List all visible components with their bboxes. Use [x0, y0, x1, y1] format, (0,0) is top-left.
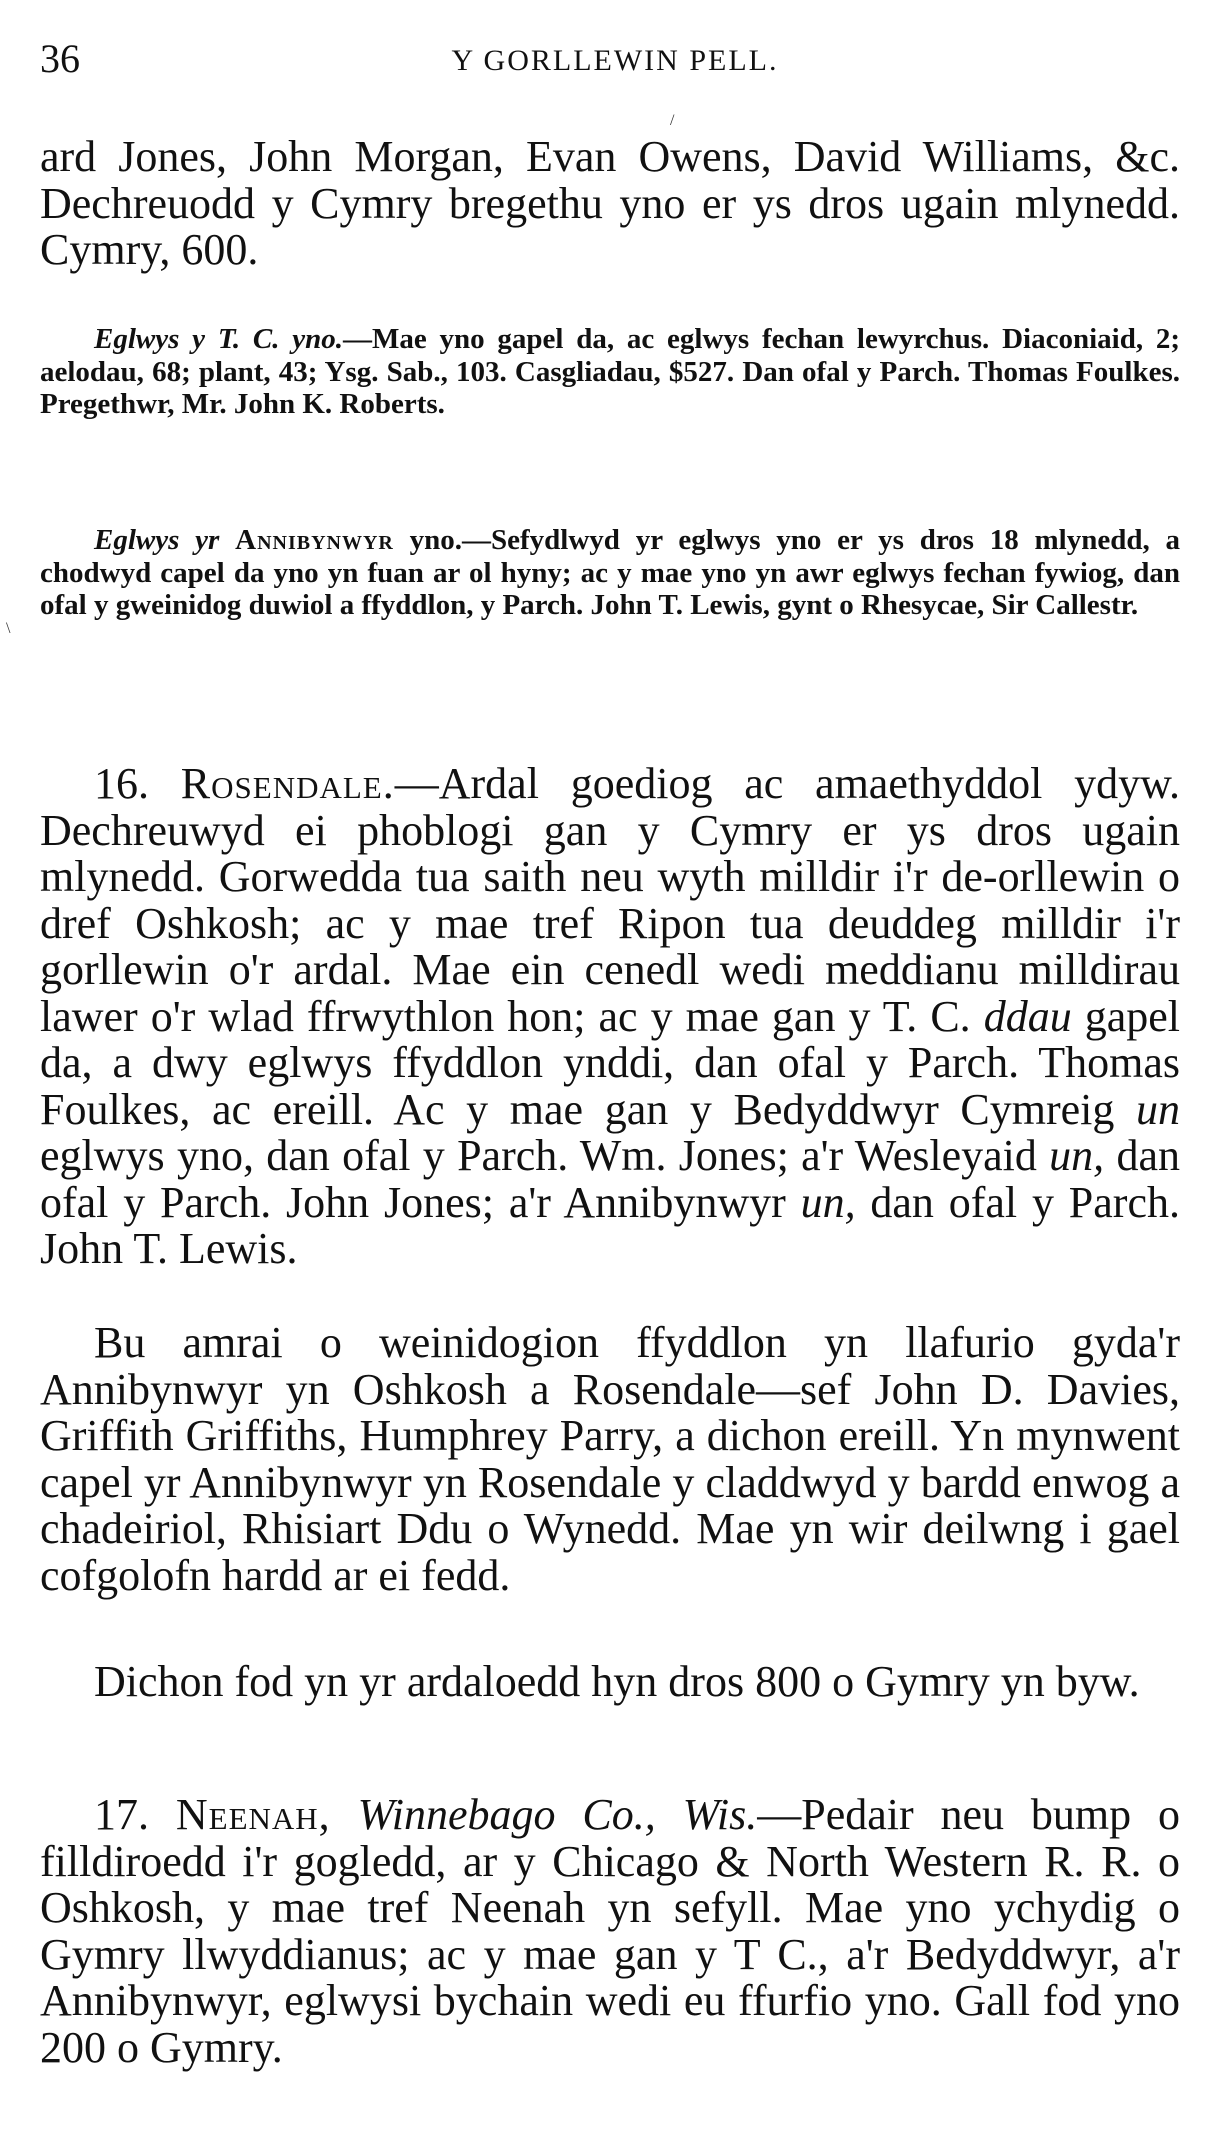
section-emphasis: un,: [800, 1177, 856, 1227]
section-text: —Ardal goediog ac amaethyddol ydyw. Dechreuwyd ei phoblogi gan y Cymry er ys dros ugain mlynedd. Gorwedda tua saith neu wyth milldir i'r de-orllewin o dref Oshkosh; ac y mae tref Ripon tua deuddeg milldir i'r gorllewin o'r ardal. Mae ein cenedl wedi meddianu milldirau lawer o'r wlad ffrwythlon hon; ac y mae gan y T. C.: [40, 759, 1180, 1041]
paragraph-continuation: [40, 134, 1180, 274]
section-county: Winnebago Co., Wis.: [357, 1790, 758, 1839]
note-lead-caps: Annibynwyr: [235, 524, 394, 556]
note-text: yno.—Sefydlwyd yr eglwys yno er ys dros 18 mlynedd, a chodwyd capel da yno yn fuan ar ol hyny; ac y mae yno yn awr eglwys fechan fywiog, dan ofal y gweinidog duwiol a ffyddlon, y Parch. John T. Lewis, gynt o Rhesycae, Sir Callestr.: [40, 524, 1181, 622]
paragraph-text: Dichon fod yn yr ardaloedd hyn dros 800 o Gymry yn byw.: [94, 1657, 1140, 1706]
section-emphasis: un: [1136, 1084, 1180, 1134]
note-text: —Mae yno gapel da, ac eglwys fechan lewyrchus. Diaconiaid, 2; aelodau, 68; plant, 43; Ysg. Sab., 103. Casgliadau, $527. Dan ofal y Parch. Thomas Foulkes. Pregethwr, Mr. John K. Roberts.: [40, 323, 1180, 421]
running-head: [40, 34, 1190, 84]
section-number: 16.: [94, 759, 149, 808]
section-text: dan ofal y Parch. John Jones; a'r Annibynwyr: [40, 1131, 1180, 1227]
section-text: —Pedair neu bump o filldiroedd i'r gogledd, ar y Chicago & North Western R. R. o Oshkosh, y mae tref Neenah yn sefyll. Mae yno ychydig o Gymry llwyddianus; ac y mae gan y T C., a'r Bedyddwyr, a'r Annibynwyr, eglwysi bychain wedi eu ffurfio yno. Gall fod yno 200 o Gymry.: [40, 1790, 1180, 2072]
section-16-rosendale: [40, 761, 1180, 1273]
paragraph-text: ard Jones, John Morgan, Evan Owens, David Williams, &c. Dechreuodd y Cymry bregethu yno er ys dros ugain mlynedd. Cymry, 600.: [40, 132, 1180, 274]
section-number: 17.: [94, 1790, 149, 1839]
note-lead: Eglwys y T. C. yno.: [94, 323, 344, 355]
section-text: gapel da, a dwy eglwys ffyddlon ynddi, dan ofal y Parch. Thomas Foulkes, ac ereill. Ac y mae gan y Bedyddwyr Cymreig: [40, 991, 1180, 1134]
section-emphasis: ddau: [983, 991, 1072, 1041]
print-speck: /: [670, 112, 675, 129]
section-emphasis: un,: [1049, 1131, 1105, 1180]
running-title: Y GORLLEWIN PELL.: [451, 44, 779, 77]
section-place: Neenah,: [175, 1790, 331, 1839]
section-17-neenah: [40, 1792, 1180, 2071]
section-text: eglwys yno, dan ofal y Parch. Wm. Jones; a'r Wesleyaid: [40, 1131, 1050, 1180]
paragraph-population: [40, 1659, 1180, 1706]
paragraph-ministers: [40, 1320, 1180, 1599]
section-text: dan ofal y Parch. John T. Lewis.: [40, 1177, 1180, 1273]
note-lead: Eglwys yr: [94, 524, 220, 556]
paragraph-text: Bu amrai o weinidogion ffyddlon yn llafurio gyda'r Annibynwyr yn Oshkosh a Rosendale—sef John D. Davies, Griffith Griffiths, Humphrey Parry, a dichon ereill. Yn mynwent capel yr Annibynwyr yn Rosendale y claddwyd y bardd enwog a chadeiriol, Rhisiart Ddu o Wynedd. Mae yn wir deilwng i gael cofgolofn hardd ar ei fedd.: [40, 1318, 1180, 1600]
page-number: 36: [40, 36, 80, 81]
section-place: Rosendale.: [180, 759, 395, 808]
note-calvinistic-church: [40, 323, 1180, 421]
print-speck: \: [6, 620, 11, 637]
note-independent-church: [40, 524, 1180, 622]
